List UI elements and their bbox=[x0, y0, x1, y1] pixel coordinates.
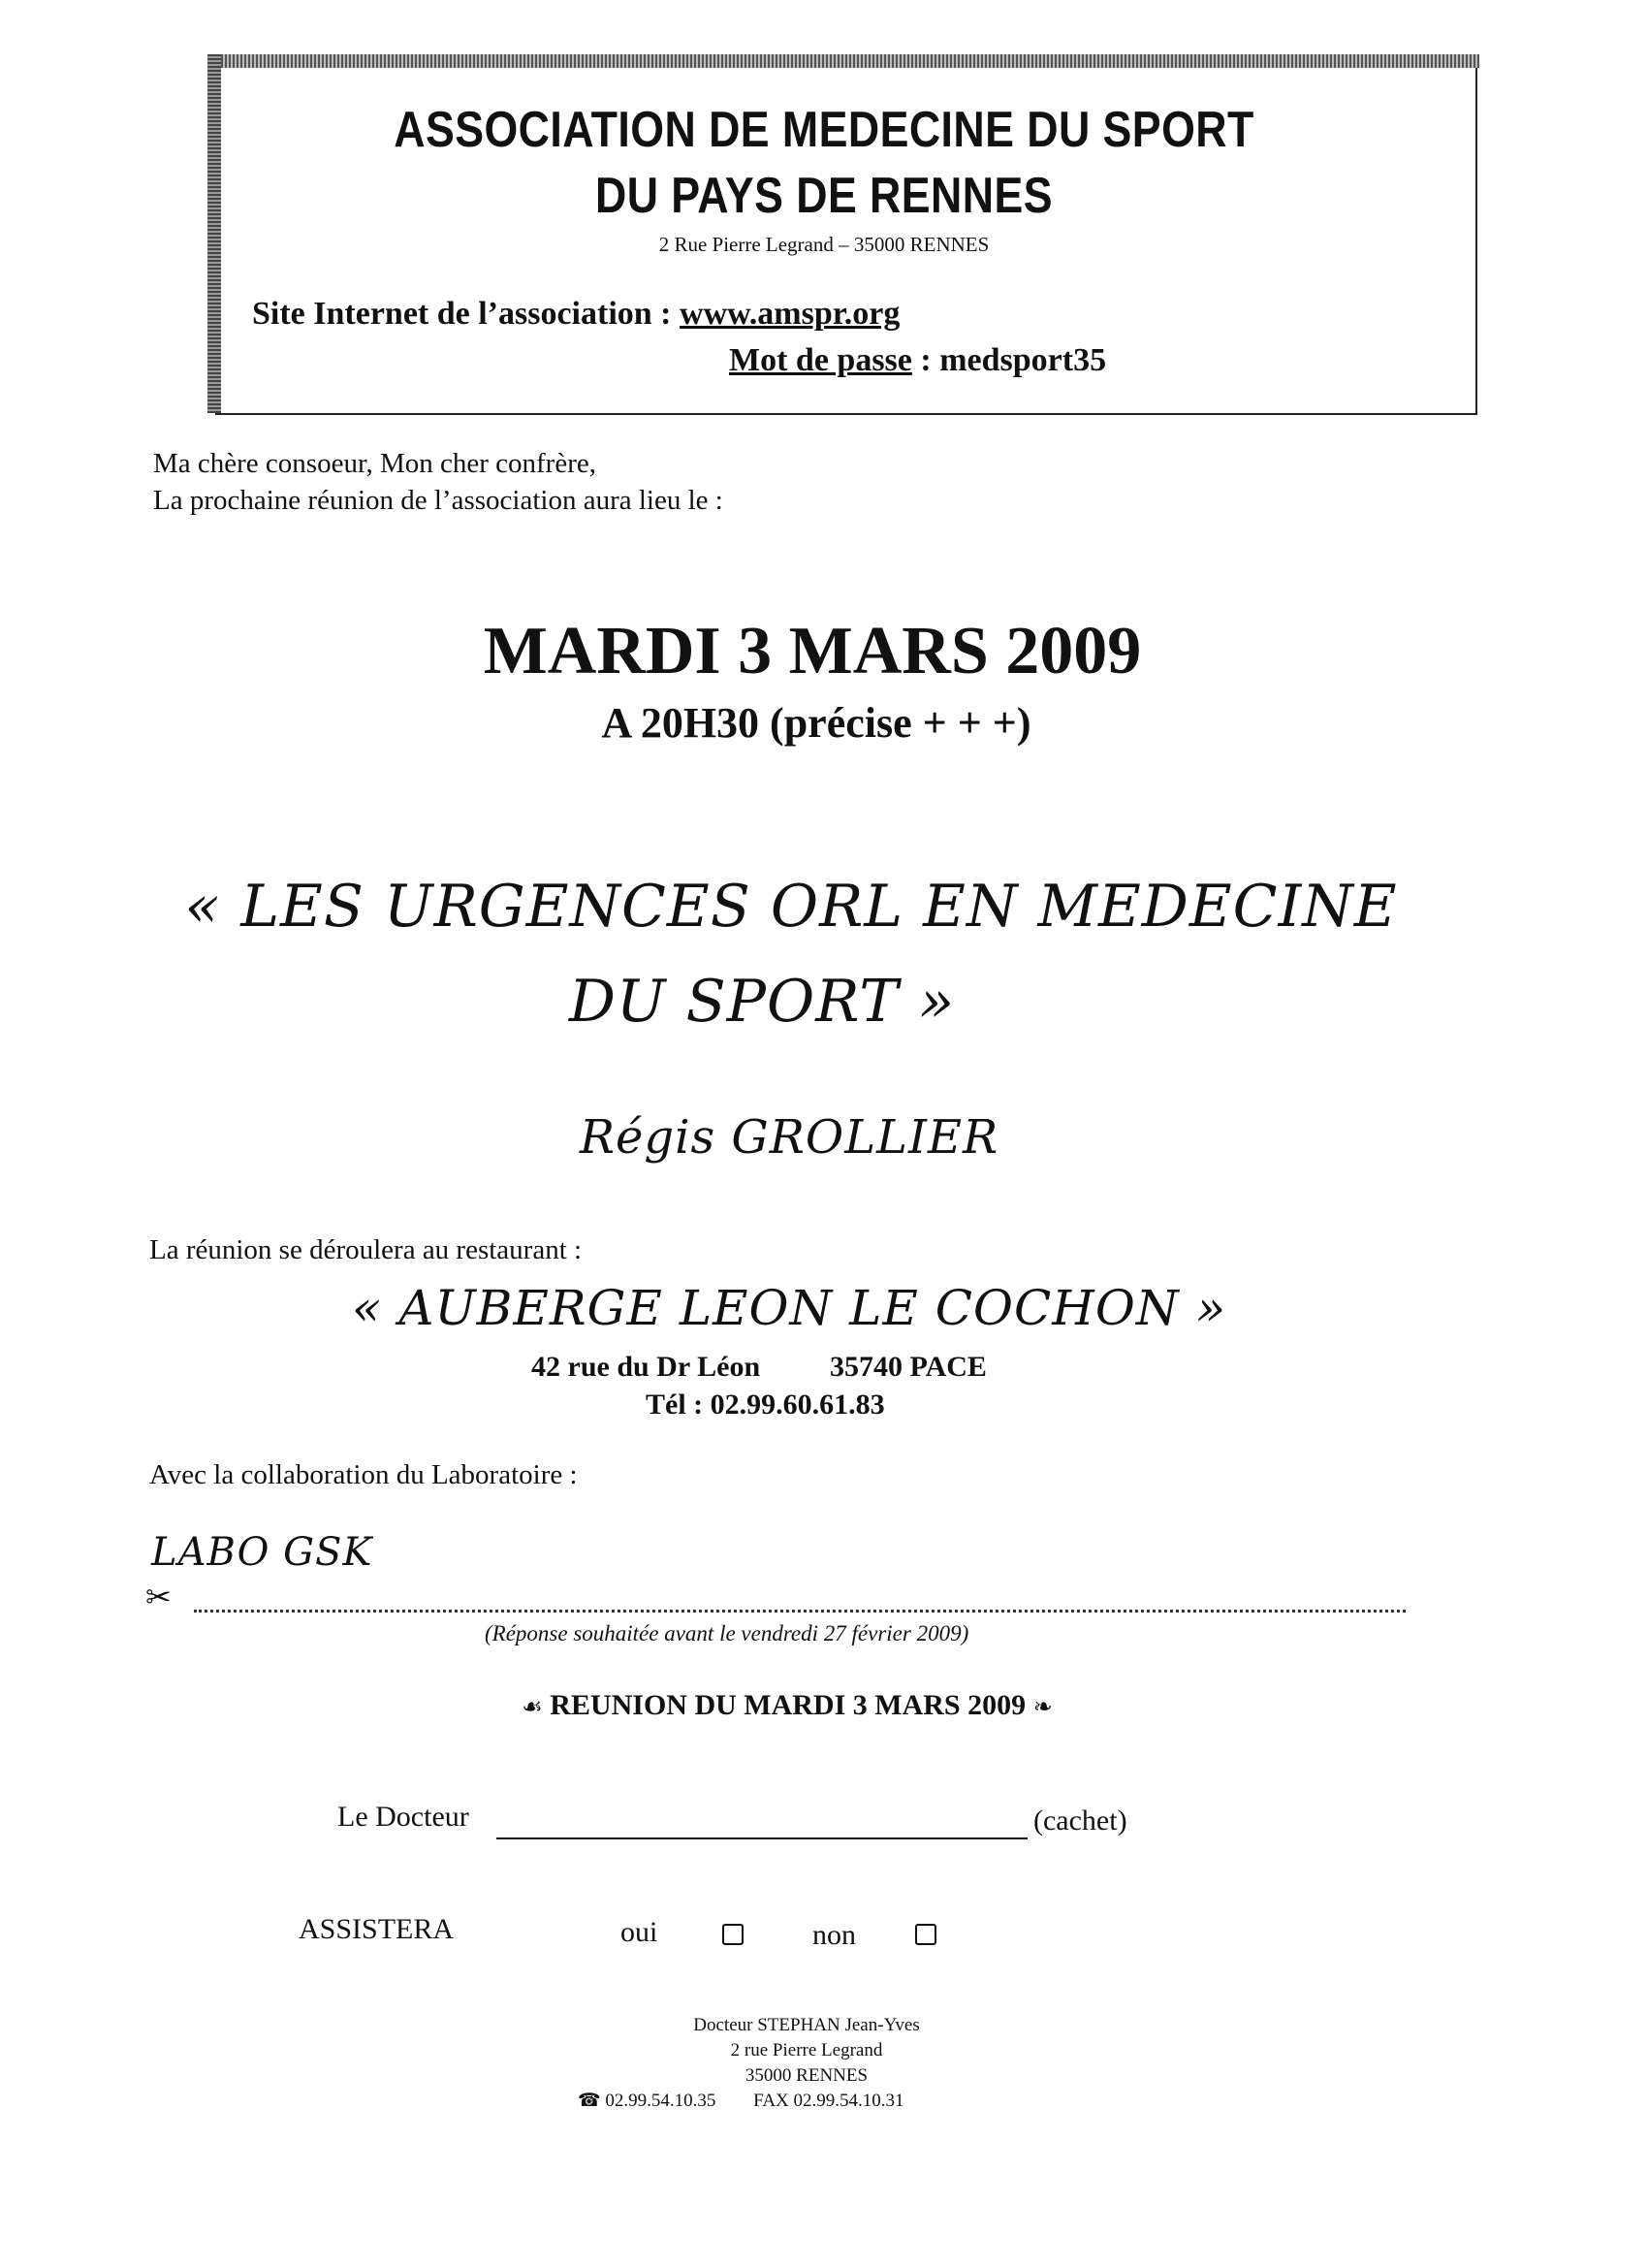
yes-label: oui bbox=[620, 1916, 658, 1948]
password-label: Mot de passe bbox=[729, 342, 912, 378]
footer-city: 35000 RENNES bbox=[745, 2065, 869, 2086]
topic-line1: « LES URGENCES ORL EN MEDECINE bbox=[184, 873, 1398, 941]
reply-heading: REUNION DU MARDI 3 MARS 2009 bbox=[550, 1689, 1027, 1721]
meeting-time: A 20H30 (précise + + +) bbox=[601, 699, 1031, 747]
doctor-name-field[interactable] bbox=[496, 1837, 1028, 1839]
site-link[interactable]: www.amspr.org bbox=[680, 296, 901, 332]
attend-label: ASSISTERA bbox=[299, 1913, 455, 1945]
password-value: medsport35 bbox=[939, 342, 1107, 378]
no-label: non bbox=[812, 1919, 856, 1951]
footer-contact bbox=[578, 2090, 904, 2112]
no-checkbox[interactable] bbox=[915, 1924, 936, 1945]
footer-street: 2 rue Pierre Legrand bbox=[730, 2040, 883, 2060]
venue-name: « AUBERGE LEON LE COCHON » bbox=[351, 1280, 1227, 1336]
cut-line bbox=[194, 1610, 1406, 1613]
phone-icon: ☎ bbox=[578, 2090, 601, 2111]
reply-heading-row bbox=[0, 1689, 1611, 1722]
footer-fax: FAX 02.99.54.10.31 bbox=[753, 2091, 904, 2111]
site-label: Site Internet de l’association : bbox=[252, 296, 672, 332]
association-title-line1: ASSOCIATION DE MEDECINE DU SPORT bbox=[394, 102, 1254, 158]
stamp-label: (cachet) bbox=[1033, 1805, 1127, 1837]
venue-street: 42 rue du Dr Léon bbox=[531, 1351, 761, 1383]
sponsor-name: LABO GSK bbox=[151, 1530, 373, 1575]
meeting-date: MARDI 3 MARS 2009 bbox=[483, 614, 1142, 688]
yes-checkbox[interactable] bbox=[722, 1924, 744, 1945]
speaker-name: Régis GROLLIER bbox=[579, 1110, 999, 1165]
association-title-line2: DU PAYS DE RENNES bbox=[594, 168, 1054, 224]
site-row bbox=[252, 296, 900, 333]
ornament-left-icon: ☙ bbox=[522, 1693, 543, 1720]
doctor-label: Le Docteur bbox=[337, 1801, 469, 1833]
sponsor-intro: Avec la collaboration du Laboratoire : bbox=[149, 1459, 578, 1490]
header-shade-top bbox=[213, 54, 1479, 68]
venue-intro: La réunion se déroulera au restaurant : bbox=[149, 1234, 583, 1265]
topic-line2: DU SPORT » bbox=[568, 968, 956, 1036]
venue-phone: Tél : 02.99.60.61.83 bbox=[646, 1389, 885, 1421]
footer-phone: 02.99.54.10.35 bbox=[605, 2091, 716, 2111]
password-separator: : bbox=[911, 342, 940, 378]
greeting: Ma chère consoeur, Mon cher confrère, bbox=[153, 448, 596, 479]
venue-city: 35740 PACE bbox=[830, 1351, 987, 1383]
scissors-icon: ✂ bbox=[145, 1579, 172, 1615]
announcement: La prochaine réunion de l’association aura lieu le : bbox=[153, 485, 723, 516]
password-row bbox=[729, 342, 1106, 379]
association-address: 2 Rue Pierre Legrand – 35000 RENNES bbox=[658, 233, 990, 256]
reply-deadline: (Réponse souhaitée avant le vendredi 27 février 2009) bbox=[485, 1621, 969, 1645]
footer-name: Docteur STEPHAN Jean-Yves bbox=[693, 2015, 920, 2035]
ornament-right-icon: ❧ bbox=[1032, 1693, 1053, 1720]
